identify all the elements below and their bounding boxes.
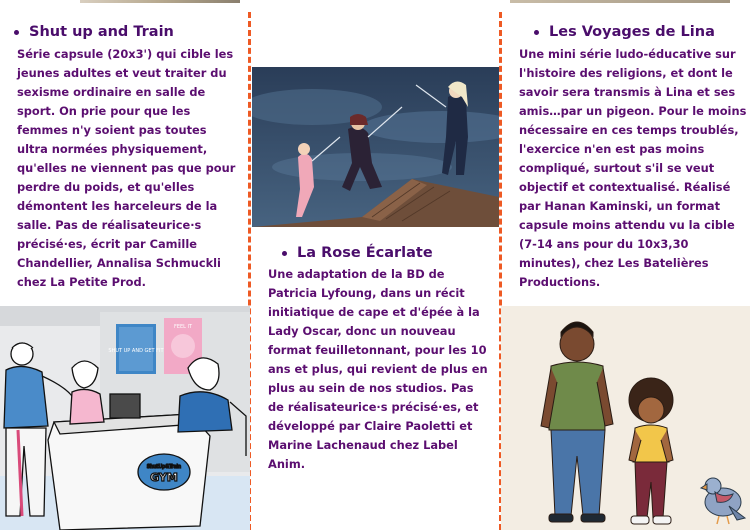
- poster-left-text: SHUT UP AND GET FIT: [108, 348, 164, 354]
- rose-ecarlate-illustration-svg: [252, 67, 499, 227]
- article-title: [282, 245, 433, 261]
- column-shut-up-and-train: [0, 0, 250, 530]
- article-title: [534, 24, 715, 40]
- article-title-text: Les Voyages de Lina: [549, 24, 715, 40]
- column-la-rose-ecarlate: [250, 0, 500, 530]
- article-description: Une mini série ludo-éducative sur l'histoire des religions, et dont le savoir sera transmis à Lina et ses amis…par un pigeon. Pour le moins nécessaire en ces temps troublés, l'exercice n'en est pas moins compliqué, surtout s'il se veut objectif et contextualisé. Réalisé par Hanan Kaminski, un format capsule moins attendu vu la cible (7-14 ans pour du 10x3,30 minutes), chez Les Batelières Productions.: [519, 47, 747, 289]
- lina-illustration-svg: [501, 306, 750, 530]
- article-title-text: Shut up and Train: [29, 24, 174, 40]
- gym-illustration-svg: [0, 306, 250, 530]
- article-description: Série capsule (20x3') qui cible les jeunes adultes et veut traiter du sexisme ordinaire en salle de sport. On prie pour que les femmes n'y soient pas toutes ultra normées physiquement, qu'elles ne viennent pas que pour perdre du poids, et qu'elles démontent les harceleurs de la salle. Pas de réalisateurice·s précisé·es, écrit par Camille Chandellier, Annalisa Schmuckli chez La Petite Prod.: [17, 47, 236, 289]
- poster-right-text: FEEL IT: [173, 324, 193, 330]
- desk-logo-bottom: GYM: [150, 471, 178, 484]
- article-title: [14, 24, 174, 40]
- bullet-icon: [14, 30, 19, 35]
- desk-logo-top: ShutUp&Train: [146, 464, 182, 470]
- lina-illustration: [501, 306, 750, 530]
- gym-illustration: [0, 306, 250, 530]
- rose-ecarlate-illustration: [252, 67, 499, 227]
- bullet-icon: [282, 251, 287, 256]
- bullet-icon: [534, 30, 539, 35]
- article-title-text: La Rose Écarlate: [297, 245, 433, 261]
- article-description: Une adaptation de la BD de Patricia Lyfoung, dans un récit initiatique de cape et d'épée à la Lady Oscar, donc un nouveau format feuilletonnant, pour les 10 ans et plus, qui revient de plus en plus au sein de nos studios. Pas de réalisateurice·s précisé·es, et développé par Claire Paoletti et Marine Lachenaud chez Label Anim.: [268, 267, 488, 471]
- column-les-voyages-de-lina: [501, 0, 750, 530]
